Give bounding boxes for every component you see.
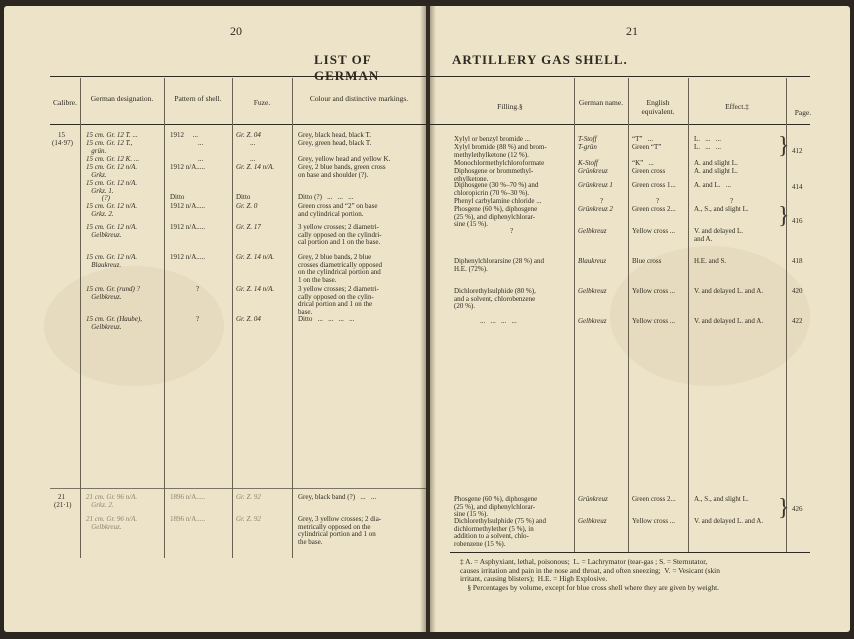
brace: }	[778, 203, 790, 229]
markings-cell: Grey, black band (?) ... ...	[298, 493, 377, 501]
col-divider	[628, 78, 629, 552]
equivalent-cell: Green cross 2...	[632, 205, 676, 213]
fuze-cell: ...	[250, 155, 256, 163]
pattern-cell: 1896 n/A.....	[170, 515, 205, 523]
effect-cell: V. and delayed L. and A.	[694, 287, 764, 295]
effect-cell: V. and delayed L. and A.	[694, 517, 764, 525]
filling-cell: ?	[510, 227, 514, 235]
fuze-cell: Gr. Z. 0	[236, 202, 258, 210]
right-page	[430, 6, 850, 632]
filling-cell: Dichlorethylsulphide (75 %) and dichlormethylether (5 %), in addition to a solvent, chlo- robenzene (15 %).	[454, 517, 546, 548]
header-calibre: Calibre.	[53, 98, 77, 107]
page-ref: 418	[792, 257, 803, 265]
equivalent-cell: “T” ...	[632, 135, 653, 143]
equivalent-cell: Green cross 1...	[632, 181, 676, 189]
header-effect: Effect.‡	[725, 102, 749, 111]
filling-cell: Phosgene (60 %), diphosgene (25 %), and diphenylchlorar- sine (15 %).	[454, 205, 538, 229]
designation-cell: 15 cm. Gr. 12 n/A. Grkz. 2.	[86, 202, 138, 218]
pattern-cell: ...	[198, 155, 204, 163]
col-divider	[232, 78, 233, 558]
fuze-cell: Gr. Z. 04	[236, 315, 261, 323]
header-german-name: German name.	[578, 98, 624, 107]
footnote-effects: ‡ A. = Asphyxiant, lethal, poisonous; L. = Lachrymator (tear-gas ; S. = Sternutator, causes irritation and pain in the nose and throat, and often sneezing; V. = Vesicant (skin irritant, causing blisters); H.E. = High Explosive.	[460, 557, 720, 584]
designation-cell: 21 cm. Gr. 96 n/A. Grkz. 2.	[86, 493, 138, 509]
page-ref: 420	[792, 287, 803, 295]
name-cell: T-Stoff	[578, 135, 597, 143]
equivalent-cell: Green cross 2...	[632, 495, 676, 503]
page-number-left: 20	[230, 24, 242, 38]
page-ref: 426	[792, 505, 803, 513]
page-ref: 414	[792, 183, 803, 191]
left-page	[4, 6, 426, 632]
name-cell: K-Stoff	[578, 159, 598, 167]
book-gutter	[420, 6, 436, 632]
effect-cell: V. and delayed L. and A.	[694, 227, 744, 243]
pattern-cell: 1912 n/A.....	[170, 253, 205, 261]
header-rule-top	[50, 76, 426, 77]
name-cell: Gelbkreuz	[578, 227, 607, 235]
markings-cell: Grey, 2 blue bands, 2 blue crosses diametrically opposed on the cylindrical portion and 1 on the base.	[298, 253, 382, 284]
filling-cell: Xylyl or benzyl bromide ...	[454, 135, 531, 143]
fuze-cell: Gr. Z. 14 n/A.	[236, 253, 275, 261]
footnote-rule	[450, 552, 810, 553]
section-rule	[50, 488, 426, 489]
header-rule-bottom	[50, 124, 426, 125]
fuze-cell: Gr. Z. 92	[236, 515, 261, 523]
equivalent-cell: Yellow cross ...	[632, 517, 676, 525]
header-english-equivalent: English equivalent.	[641, 98, 675, 116]
designation-cell: 21 cm. Gr. 96 n/A. Gelbkreuz.	[86, 515, 138, 531]
name-cell: Gelbkreuz	[578, 287, 607, 295]
name-cell: Grünkreuz	[578, 495, 608, 503]
equivalent-cell: Yellow cross ...	[632, 317, 676, 325]
filling-cell: Dichlorethylsulphide (80 %), and a solvent, chlorobenzene (20 %).	[454, 287, 536, 311]
calibre-21-sub: (21·1)	[54, 501, 72, 509]
header-rule-top	[430, 76, 810, 77]
header-page: Page.	[794, 108, 812, 117]
fuze-cell: Gr. Z. 17	[236, 223, 261, 231]
pattern-cell: 1912 n/A.....	[170, 223, 205, 231]
pattern-cell: ...	[198, 139, 204, 147]
fuze-cell: Gr. Z. 14 n/A.	[236, 163, 275, 171]
name-cell: Grünkreuz 1	[578, 181, 613, 189]
pattern-cell: 1912 ...	[170, 131, 198, 139]
name-cell: T-grün	[578, 143, 597, 151]
designation-cell: 15 cm. Gr. 12 n/A. Blaukreuz.	[86, 253, 138, 269]
effect-cell: A., S., and slight L.	[694, 495, 749, 503]
pattern-cell: ?	[196, 285, 200, 293]
calibre-21: 21	[58, 493, 65, 501]
designation-cell: 15 cm. Gr. (Haube), Gelbkreuz.	[86, 315, 142, 331]
name-cell: Gelbkreuz	[578, 517, 607, 525]
designation-cell: 15 cm. Gr. 12 n/A. Gelbkreuz.	[86, 223, 138, 239]
designation-cell: 15 cm. Gr. 12 n/A. Grkz. 1. (?)	[86, 179, 138, 203]
calibre-15: 15	[58, 131, 65, 139]
col-divider	[164, 78, 165, 558]
designation-cell: 15 cm. Gr. 12 T. ...	[86, 131, 138, 139]
equivalent-cell: “K” ...	[632, 159, 654, 167]
filling-cell: Diphosgene (30 %–70 %) and chloropicrin (70 %–30 %).	[454, 181, 539, 197]
effect-cell: H.E. and S.	[694, 257, 727, 265]
name-cell: Grünkreuz	[578, 167, 608, 175]
brace: }	[778, 495, 790, 521]
filling-cell: ... ... ... ...	[480, 317, 517, 325]
designation-cell: 15 cm. Gr. 12 T., grün.	[86, 139, 133, 155]
markings-cell: Grey, black head, black T.	[298, 131, 371, 139]
fuze-cell: Ditto	[236, 193, 251, 201]
name-cell: ?	[600, 197, 604, 205]
col-divider	[292, 78, 293, 558]
fuze-cell: Gr. Z. 04	[236, 131, 261, 139]
filling-cell: Phosgene (60 %), diphosgene (25 %), and diphenylchlorar- sine (15 %).	[454, 495, 538, 519]
filling-cell: Xylyl bromide (88 %) and brom- methylethylketone (12 %).	[454, 143, 547, 159]
equivalent-cell: Green cross	[632, 167, 666, 175]
pattern-cell: 1912 n/A.....	[170, 163, 205, 171]
markings-cell: Grey, yellow head and yellow K.	[298, 155, 391, 163]
markings-cell: 3 yellow crosses; 2 diametri- cally opposed on the cylindri- cal portion and 1 on the base.	[298, 223, 382, 247]
name-cell: Grünkreuz 2	[578, 205, 613, 213]
pattern-cell: 1896 n/A.....	[170, 493, 205, 501]
name-cell: Gelbkreuz	[578, 317, 607, 325]
header-fuze: Fuze.	[253, 98, 271, 107]
filling-cell: Phenyl carbylamine chloride ...	[454, 197, 542, 205]
fuze-cell: Gr. Z. 92	[236, 493, 261, 501]
equivalent-cell: Green “T”	[632, 143, 662, 151]
markings-cell: Grey, green head, black T.	[298, 139, 372, 147]
effect-cell: A. and slight L.	[694, 159, 738, 167]
page-ref: 422	[792, 317, 803, 325]
footnote-percentages: § Percentages by volume, except for blue cross shell where they are given by weight.	[460, 583, 720, 592]
filling-cell: Diphenylchlorarsine (28 %) and H.E. (72%).	[454, 257, 544, 273]
header-designation: German designation.	[90, 94, 154, 103]
header-filling: Filling.§	[497, 102, 523, 111]
effect-cell: L. ... ...	[694, 143, 722, 151]
effect-cell: V. and delayed L. and A.	[694, 317, 764, 325]
pattern-cell: Ditto	[170, 193, 185, 201]
equivalent-cell: Yellow cross ...	[632, 227, 676, 235]
markings-cell: Grey, 3 yellow crosses; 2 dia- metrically opposed on the cylindrical portion and 1 on the base.	[298, 515, 382, 546]
markings-cell: 3 yellow crosses; 2 diametri- cally opposed on the cylin- drical portion and 1 on the base.	[298, 285, 379, 316]
header-markings: Colour and distinctive markings.	[309, 94, 409, 103]
effect-cell: A., S., and slight L.	[694, 205, 749, 213]
effect-cell: A. and slight L.	[694, 167, 738, 175]
fuze-cell: Gr. Z. 14 n/A.	[236, 285, 275, 293]
markings-cell: Grey, 2 blue bands, green cross on base and shoulder (?).	[298, 163, 386, 179]
page-number-right: 21	[626, 24, 638, 38]
page-title-left: LIST OF GERMAN	[314, 52, 380, 83]
calibre-15-sub: (14·97)	[52, 139, 73, 147]
markings-cell: Ditto ... ... ... ...	[298, 315, 355, 323]
markings-cell: Ditto (?) ... ... ...	[298, 193, 354, 201]
effect-cell: ?	[730, 197, 734, 205]
effect-cell: L. ... ...	[694, 135, 722, 143]
fuze-cell: ...	[250, 139, 256, 147]
col-divider	[80, 78, 81, 558]
page-ref: 416	[792, 217, 803, 225]
equivalent-cell: ?	[656, 197, 660, 205]
name-cell: Blaukreuz	[578, 257, 607, 265]
effect-cell: A. and L. ...	[694, 181, 731, 189]
pattern-cell: ?	[196, 315, 200, 323]
col-divider	[574, 78, 575, 552]
header-pattern: Pattern of shell.	[174, 94, 222, 103]
filling-cell: Monochlormethylchloroformate	[454, 159, 545, 167]
pattern-cell: 1912 n/A.....	[170, 202, 205, 210]
designation-cell: 15 cm. Gr. (rund) ? Gelbkreuz.	[86, 285, 141, 301]
header-rule-bottom	[430, 124, 810, 125]
filling-cell: Diphosgene or brommethyl- ethylketone.	[454, 167, 534, 183]
page-title-right: ARTILLERY GAS SHELL.	[452, 52, 628, 67]
designation-cell: 15 cm. Gr. 12 n/A. Grkz.	[86, 163, 138, 179]
page-ref: 412	[792, 147, 803, 155]
equivalent-cell: Blue cross	[632, 257, 662, 265]
brace: }	[778, 133, 790, 159]
equivalent-cell: Yellow cross ...	[632, 287, 676, 295]
col-divider	[688, 78, 689, 552]
markings-cell: Green cross and “2” on base and cylindrical portion.	[298, 202, 378, 218]
paper-stain	[610, 246, 810, 386]
designation-cell: 15 cm. Gr. 12 K. ...	[86, 155, 140, 163]
